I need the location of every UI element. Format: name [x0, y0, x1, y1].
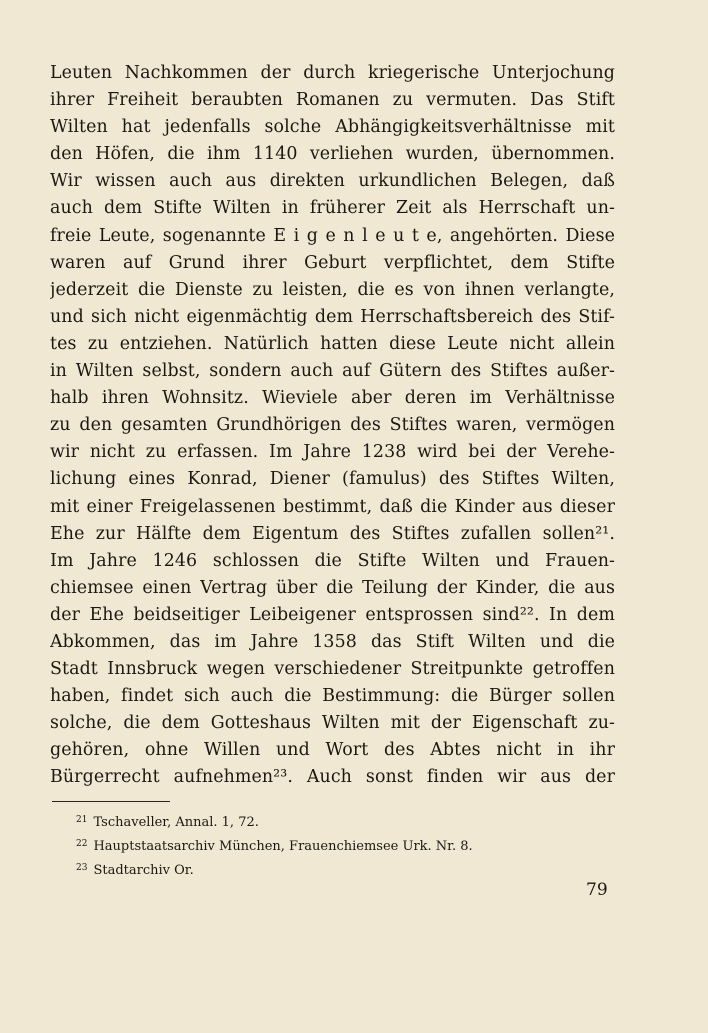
text-line: freie Leute, sogenannte E i g e n l e u t e, angehörten. Diese [50, 225, 615, 246]
text-line: gehören, ohne Willen und Wort des Abtes nicht in ihr [50, 740, 615, 761]
footnote [76, 832, 596, 856]
footnote-number: 21 [76, 815, 88, 825]
footnote [76, 856, 596, 880]
footnote-text: Tschaveller, Annal. 1, 72. [93, 815, 259, 830]
text-line: halb ihren Wohnsitz. Wieviele aber deren im Verhältnisse [50, 388, 615, 409]
text-line: chiemsee einen Vertrag über die Teilung der Kinder, die aus [50, 577, 615, 598]
text-line: zu den gesamten Grundhörigen des Stiftes waren, vermögen [50, 415, 615, 436]
text-line: mit einer Freigelassenen bestimmt, daß die Kinder aus dieser [50, 496, 615, 517]
page-number: 79 [586, 880, 608, 900]
text-line: wir nicht zu erfassen. Im Jahre 1238 wird bei der Verehe- [50, 442, 615, 463]
text-line: solche, die dem Gotteshaus Wilten mit der Eigenschaft zu- [50, 713, 615, 734]
footnote [76, 808, 596, 832]
text-line: tes zu entziehen. Natürlich hatten diese Leute nicht allein [50, 333, 615, 354]
text-line: Wilten hat jedenfalls solche Abhängigkeitsverhältnisse mit [50, 117, 615, 138]
text-line: haben, findet sich auch die Bestimmung: die Bürger sollen [50, 686, 615, 707]
footnotes [76, 808, 596, 880]
text-line: der Ehe beidseitiger Leibeigener entsprossen sind²². In dem [50, 604, 615, 625]
text-line: und sich nicht eigenmächtig dem Herrschaftsbereich des Stif- [50, 306, 615, 327]
text-line: waren auf Grund ihrer Geburt verpflichtet, dem Stifte [50, 252, 615, 273]
text-line: ihrer Freiheit beraubten Romanen zu vermuten. Das Stift [50, 90, 615, 111]
footnote-rule [52, 801, 170, 802]
footnote-text: Hauptstaatsarchiv München, Frauenchiemsee Urk. Nr. 8. [93, 839, 473, 854]
text-line: Abkommen, das im Jahre 1358 das Stift Wilten und die [50, 631, 615, 652]
text-line: in Wilten selbst, sondern auch auf Gütern des Stiftes außer- [50, 361, 615, 382]
body-text [50, 60, 615, 792]
footnote-text: Stadtarchiv Or. [93, 863, 194, 878]
text-line: den Höfen, die ihm 1140 verliehen wurden, übernommen. [50, 144, 615, 165]
text-line: jederzeit die Dienste zu leisten, die es von ihnen verlangte, [50, 279, 615, 300]
text-line: Ehe zur Hälfte dem Eigentum des Stiftes zufallen sollen²¹. [50, 523, 615, 544]
text-line: lichung eines Konrad, Diener (famulus) des Stiftes Wilten, [50, 469, 615, 490]
text-line: Bürgerrecht aufnehmen²³. Auch sonst finden wir aus der [50, 767, 615, 788]
text-line: auch dem Stifte Wilten in früherer Zeit als Herrschaft un- [50, 198, 615, 219]
text-line: Leuten Nachkommen der durch kriegerische Unterjochung [50, 63, 615, 83]
text-line: Stadt Innsbruck wegen verschiedener Streitpunkte getroffen [50, 659, 615, 680]
text-line: Wir wissen auch aus direkten urkundlichen Belegen, daß [50, 171, 615, 192]
footnote-number: 22 [76, 839, 88, 849]
text-line: Im Jahre 1246 schlossen die Stifte Wilten und Frauen- [50, 550, 615, 571]
footnote-number: 23 [76, 863, 88, 873]
